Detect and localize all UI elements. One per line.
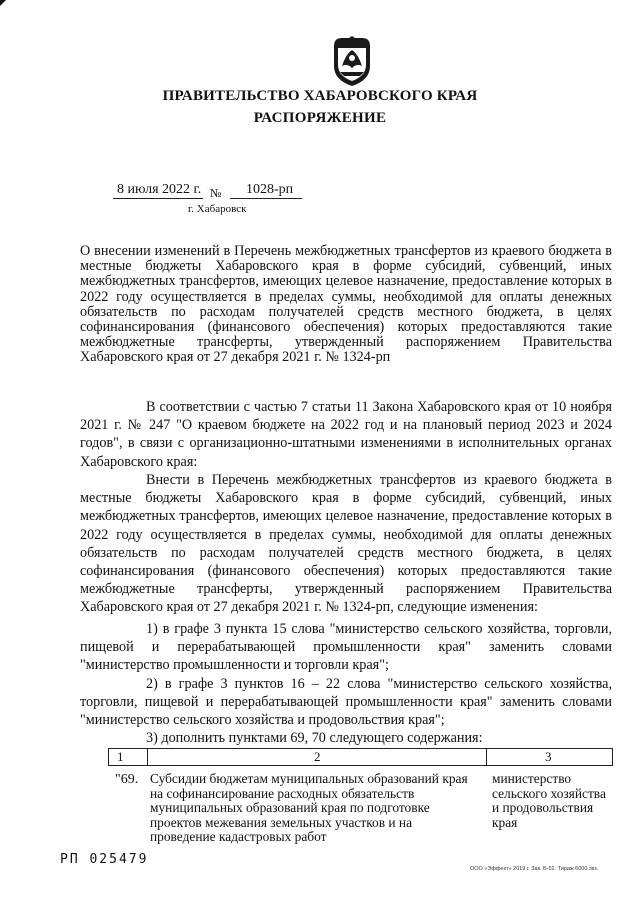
table-divider [147, 749, 148, 765]
table-col-3: 3 [545, 749, 552, 764]
registration-stamp: РП 025479 [60, 852, 149, 867]
table-col-1: 1 [117, 749, 124, 764]
document-date: 8 июля 2022 г. [117, 182, 202, 197]
paragraph-item-2: 2) в графе 3 пунктов 16 – 22 слова "министерство сельского хозяйства, торговли, пищевой и перерабатывающей промышленности края" заменить словами "министерство сельского хозяйства и продовольствия края"; [80, 676, 612, 729]
paragraph-item-1: 1) в графе 3 пункта 15 слова "министерство сельского хозяйства, торговли, пищевой и перерабатывающей промышленности края" заменить словами "министерство промышленности и торговли края"; [80, 621, 612, 674]
paragraph-basis: В соответствии с частью 7 статьи 11 Закона Хабаровского края от 10 ноября 2021 г. № 247 "О краевом бюджете на 2022 год и на плановый период 2023 и 2024 годов", в связи с организационно-штатными изменениями в исполнительных органах Хабаровского края: [80, 399, 612, 470]
paragraph-item-3: 3) дополнить пунктами 69, 70 следующего содержания: [146, 730, 483, 746]
city: г. Хабаровск [188, 203, 247, 215]
table-row-organization: министерство сельского хозяйства и продовольствия края [492, 771, 606, 830]
table-divider [486, 749, 487, 765]
coat-of-arms-icon [330, 36, 374, 88]
date-underline [113, 198, 203, 199]
paragraph-changes: Внести в Перечень межбюджетных трансфертов из краевого бюджета в местные бюджеты Хабаровского края в форме субсидий, субвенций, иных межбюджетных трансфертов, имеющих целевое назначение, предоставление которых в 2022 году осуществляется в пределах суммы, необходимой для оплаты денежных обязательств по расходам получателей средств местного бюджета, в целях софинансирования (финансового обеспечения) которых предоставляются такие межбюджетные трансферты, утвержденный распоряжением Правительства Хабаровского края от 27 декабря 2021 г. № 1324-рп, следующие изменения: [80, 472, 612, 616]
table-col-2: 2 [314, 749, 321, 764]
number-label: № [210, 186, 222, 200]
number-underline [230, 198, 302, 199]
print-info: ООО «Эффект» 2019 г. Зак. Б-52. Тираж 6000 экз. [470, 866, 599, 872]
document-type: РАСПОРЯЖЕНИЕ [253, 110, 387, 126]
corner-mark [0, 0, 6, 6]
table-header [108, 748, 613, 766]
document-number: 1028-рп [246, 182, 294, 197]
table-row-number: "69. [115, 772, 139, 787]
government-title: ПРАВИТЕЛЬСТВО ХАБАРОВСКОГО КРАЯ [162, 88, 478, 104]
document-subject: О внесении изменений в Перечень межбюджетных трансфертов из краевого бюджета в местные бюджеты Хабаровского края в форме субсидий, субвенций, иных межбюджетных трансфертов, имеющих целевое назначение, предоставление которых в 2022 году осуществляется в пределах суммы, необходимой для оплаты денежных обязательств по расходам получателей средств местного бюджета, в целях софинансирования (финансового обеспечения) которых предоставляются такие межбюджетные трансферты, утвержденный распоряжением Правительства Хабаровского края от 27 декабря 2021 г. № 1324-рп [80, 243, 612, 366]
table-row-text: Субсидии бюджетам муниципальных образований края на софинансирование расходных обязательств муниципальных образований края по подготовке проектов межевания земельных участков и на проведение кадастровых работ [150, 771, 468, 845]
